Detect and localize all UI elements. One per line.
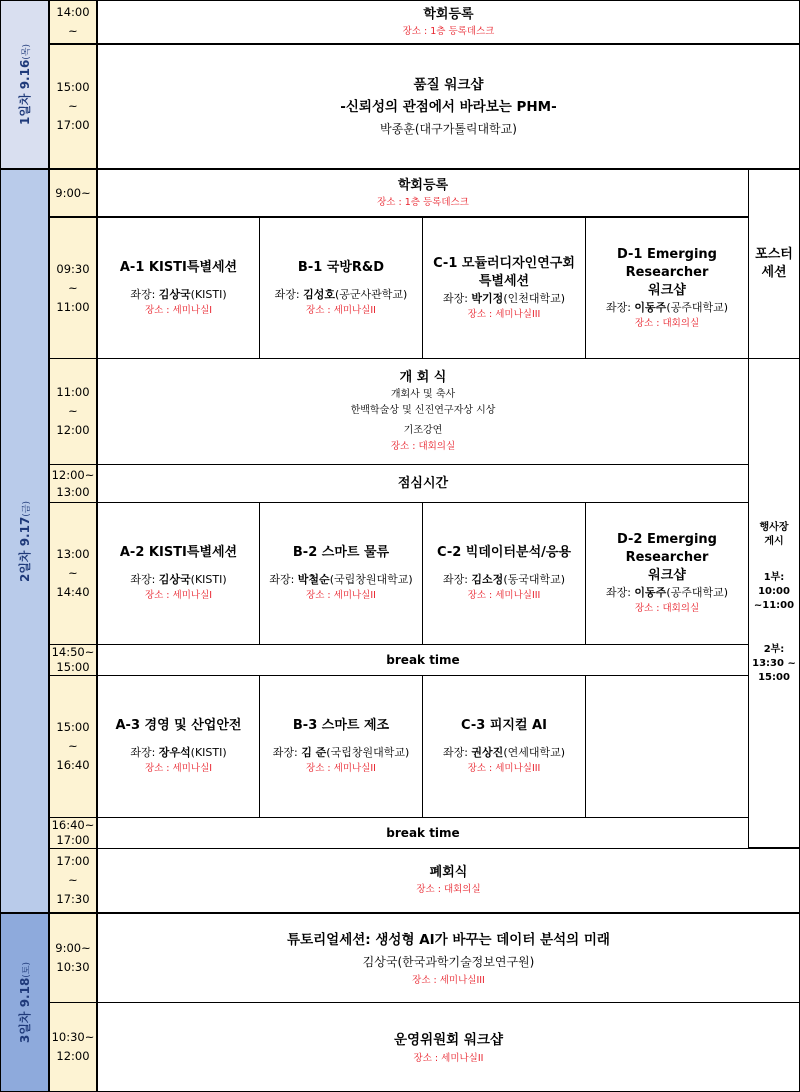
cell-text: (토) bbox=[22, 961, 33, 978]
cell-text: 좌장: bbox=[130, 746, 159, 759]
day2-label bbox=[16, 500, 33, 581]
cell-text: 워크샵 bbox=[648, 568, 686, 583]
cell-text: 행사장 bbox=[759, 522, 789, 533]
cell-text: 운영위원회 워크샵 bbox=[393, 1031, 504, 1048]
cell-text: 장소 : 세미나실I bbox=[144, 763, 213, 774]
opening-ceremony-cell bbox=[97, 358, 749, 465]
day1-label bbox=[16, 44, 33, 125]
cell-text: 장소 : 대회의실 bbox=[634, 317, 700, 329]
workshop-speaker: 박종훈(대구가톨릭대학교) bbox=[380, 121, 517, 136]
cell-text: 좌장: bbox=[605, 300, 635, 314]
cell-text: 좌장: bbox=[274, 287, 304, 301]
cell-text: 장소 : 세미나실II bbox=[306, 304, 376, 316]
cell-text: (연세대학교) bbox=[503, 746, 566, 759]
cell-text: 튜토리얼세션: 생성형 AI가 바꾸는 데이터 분석의 미래 bbox=[287, 931, 610, 948]
cell-text: 김성호 bbox=[303, 287, 335, 301]
poster-session-header bbox=[748, 169, 800, 359]
day2-label-cell bbox=[0, 169, 49, 913]
cell-text: D-2 Emerging Researcher bbox=[617, 532, 717, 565]
cell-text: 장우석 bbox=[158, 746, 191, 759]
time-cell bbox=[49, 644, 97, 676]
cell-text: (국립창원대학교) bbox=[326, 746, 410, 759]
cell-text: A-1 KISTI특별세션 bbox=[119, 259, 238, 275]
lunch-cell bbox=[97, 464, 749, 503]
time-cell bbox=[49, 675, 97, 818]
cell-text: 16:40~ bbox=[51, 818, 95, 832]
steering-committee-cell bbox=[97, 1002, 800, 1092]
cell-text: 10:30~ bbox=[51, 1030, 95, 1044]
cell-text: D-1 Emerging Researcher bbox=[617, 246, 717, 280]
cell-text: (인천대학교) bbox=[503, 291, 566, 305]
registration-cell bbox=[97, 0, 800, 44]
registration-place: 장소 : 1층 등록데스크 bbox=[377, 196, 469, 208]
cell-text: 2일차 9.17 bbox=[18, 516, 33, 582]
cell-text: 9:00~ bbox=[55, 185, 91, 200]
cell-text: ~ bbox=[68, 404, 78, 418]
cell-text: 9:00~ bbox=[55, 941, 91, 955]
cell-text: 좌장: bbox=[442, 291, 472, 305]
session-empty bbox=[585, 675, 749, 818]
cell-text: 15:00 bbox=[56, 80, 90, 94]
cell-text: 김상국(한국과학기술정보연구원) bbox=[362, 954, 535, 969]
cell-text: 12:00 bbox=[56, 423, 90, 437]
cell-text: 장소 : 세미나실I bbox=[144, 590, 213, 601]
workshop-subtitle: -신뢰성의 관점에서 바라보는 PHM- bbox=[340, 98, 557, 115]
cell-text: 박기정 bbox=[471, 291, 504, 305]
cell-text: ~ bbox=[68, 739, 78, 753]
cell-text: 이동주 bbox=[634, 300, 667, 314]
session-b2 bbox=[259, 502, 423, 645]
cell-text: 15:00 bbox=[758, 672, 790, 683]
cell-text: 포스터 bbox=[755, 247, 793, 262]
cell-text: 3일차 9.18 bbox=[18, 977, 33, 1044]
cell-text: 17:00 bbox=[56, 833, 90, 847]
cell-text: ~ bbox=[68, 873, 78, 887]
poster-display-info bbox=[748, 358, 800, 848]
cell-text: (목) bbox=[22, 43, 33, 60]
registration-title: 학회등록 bbox=[397, 177, 449, 193]
cell-text: 좌장: bbox=[269, 573, 298, 586]
cell-text: 2부: bbox=[763, 644, 785, 655]
cell-text: 점심시간 bbox=[397, 475, 449, 491]
cell-text: (KISTI) bbox=[190, 573, 227, 586]
time-cell bbox=[49, 848, 97, 913]
cell-text: 김 준 bbox=[301, 746, 327, 759]
cell-text: 13:30 ~ bbox=[752, 658, 796, 669]
time-cell bbox=[49, 817, 97, 849]
cell-text: A-3 경영 및 산업안전 bbox=[115, 718, 242, 733]
cell-text: 15:00 bbox=[56, 720, 90, 734]
cell-text: 장소 : 세미나실III bbox=[467, 308, 541, 320]
cell-text: 박철순 bbox=[297, 573, 330, 586]
time-cell bbox=[49, 464, 97, 503]
cell-text: 13:00 bbox=[56, 547, 90, 561]
session-b1 bbox=[259, 217, 423, 359]
cell-text: 게시 bbox=[764, 536, 784, 547]
day3-label bbox=[16, 962, 33, 1043]
cell-text: 장소 : 세미나실II bbox=[413, 1052, 484, 1064]
cell-text: 이동주 bbox=[634, 586, 667, 599]
cell-text: 1일차 9.16 bbox=[18, 59, 33, 126]
break-cell bbox=[97, 817, 749, 849]
cell-text: 좌장: bbox=[442, 746, 472, 759]
cell-text: 11:00 bbox=[56, 299, 90, 314]
cell-text: A-2 KISTI특별세션 bbox=[119, 545, 238, 560]
cell-text: (동국대학교) bbox=[503, 573, 566, 586]
cell-text: 12:00 bbox=[56, 1049, 90, 1063]
cell-text: 좌장: bbox=[130, 287, 159, 301]
session-b3 bbox=[259, 675, 423, 818]
cell-text: 10:30 bbox=[56, 960, 90, 974]
cell-text: 개회사 및 축사 bbox=[390, 389, 456, 400]
cell-text: (공주대학교) bbox=[666, 300, 729, 314]
cell-text: break time bbox=[386, 653, 460, 667]
cell-text: 장소 : 세미나실III bbox=[467, 763, 541, 774]
cell-text: 좌장: bbox=[442, 573, 472, 586]
cell-text: C-2 빅데이터분석/응용 bbox=[436, 545, 572, 560]
cell-text: C-3 피지컬 AI bbox=[461, 718, 547, 733]
cell-text: 김소정 bbox=[471, 573, 504, 586]
day3-label-cell bbox=[0, 913, 49, 1092]
session-a1 bbox=[97, 217, 260, 359]
time-cell bbox=[49, 502, 97, 645]
cell-text: break time bbox=[386, 826, 460, 840]
cell-text: 12:00~ bbox=[51, 467, 95, 482]
cell-text: 16:40 bbox=[56, 758, 90, 772]
cell-text: 09:30 bbox=[56, 261, 90, 276]
cell-text: 좌장: bbox=[130, 573, 159, 586]
cell-text: B-2 스마트 물류 bbox=[292, 545, 390, 560]
session-a3 bbox=[97, 675, 260, 818]
session-c1 bbox=[422, 217, 586, 359]
cell-text: 기조강연 bbox=[403, 425, 443, 436]
cell-text: 14:00 bbox=[56, 5, 90, 19]
time-cell bbox=[49, 217, 97, 359]
cell-text: 폐회식 bbox=[429, 865, 468, 880]
cell-text: ~ bbox=[68, 280, 78, 295]
time-cell bbox=[49, 913, 97, 1003]
cell-text: 17:00 bbox=[56, 118, 90, 132]
session-d1 bbox=[585, 217, 749, 359]
cell-text: 17:00 bbox=[56, 854, 90, 868]
time-cell bbox=[49, 358, 97, 465]
session-d2 bbox=[585, 502, 749, 645]
cell-text: (국립창원대학교) bbox=[329, 573, 413, 586]
cell-text: 1부: bbox=[763, 572, 785, 583]
cell-text: 한백학술상 및 신진연구자상 시상 bbox=[350, 405, 496, 416]
cell-text: 장소 : 대회의실 bbox=[634, 603, 700, 614]
cell-text: 좌장: bbox=[605, 586, 635, 599]
cell-text: (공주대학교) bbox=[666, 586, 729, 599]
cell-text: 10:00 bbox=[758, 586, 790, 597]
session-c3 bbox=[422, 675, 586, 818]
time-cell bbox=[49, 1002, 97, 1092]
cell-text: (KISTI) bbox=[190, 746, 227, 759]
cell-text: ~ bbox=[68, 99, 78, 113]
registration-place: 장소 : 1층 등록데스크 bbox=[402, 25, 495, 37]
tutorial-cell bbox=[97, 913, 800, 1003]
registration-title: 학회등록 bbox=[423, 6, 474, 22]
cell-text: 14:40 bbox=[56, 585, 90, 599]
workshop-title: 품질 워크샵 bbox=[413, 76, 484, 93]
cell-text: 장소 : 대회의실 bbox=[390, 441, 456, 452]
cell-text: 좌장: bbox=[272, 746, 302, 759]
time-cell bbox=[49, 44, 97, 169]
cell-text: (공군사관학교) bbox=[335, 287, 408, 301]
cell-text: 권상진 bbox=[471, 746, 504, 759]
cell-text: ~ bbox=[68, 566, 78, 580]
cell-text: 17:30 bbox=[56, 892, 90, 906]
cell-text: 김상국 bbox=[158, 573, 191, 586]
cell-text: ~11:00 bbox=[753, 600, 795, 611]
closing-ceremony-cell bbox=[97, 848, 800, 913]
session-c2 bbox=[422, 502, 586, 645]
cell-text: 장소 : 세미나실III bbox=[412, 974, 485, 986]
cell-text: 14:50~ bbox=[51, 645, 95, 659]
cell-text: C-1 모듈러디자인연구회 bbox=[433, 255, 575, 271]
opening-title: 개 회 식 bbox=[399, 370, 447, 385]
time-cell bbox=[49, 169, 97, 217]
cell-text: (KISTI) bbox=[190, 287, 227, 301]
cell-text: 워크샵 bbox=[648, 282, 686, 298]
registration-cell bbox=[97, 169, 749, 217]
cell-text: 장소 : 세미나실II bbox=[306, 763, 376, 774]
cell-text: 김상국 bbox=[158, 287, 191, 301]
cell-text: 11:00 bbox=[56, 385, 90, 399]
time-cell bbox=[49, 0, 97, 44]
cell-text: B-1 국방R&D bbox=[297, 259, 385, 275]
cell-text: 특별세션 bbox=[478, 273, 530, 289]
cell-text: 세션 bbox=[761, 265, 787, 280]
cell-text: 장소 : 세미나실III bbox=[467, 590, 541, 601]
cell-text: 13:00 bbox=[56, 484, 90, 499]
day1-label-cell bbox=[0, 0, 49, 169]
cell-text: ~ bbox=[68, 24, 78, 38]
cell-text: (금) bbox=[22, 500, 33, 517]
cell-text: B-3 스마트 제조 bbox=[292, 718, 390, 733]
session-a2 bbox=[97, 502, 260, 645]
quality-workshop-cell bbox=[97, 44, 800, 169]
cell-text: 장소 : 대회의실 bbox=[416, 884, 481, 895]
cell-text: 15:00 bbox=[56, 660, 90, 674]
break-cell bbox=[97, 644, 749, 676]
cell-text: 장소 : 세미나실II bbox=[306, 590, 376, 601]
cell-text: 장소 : 세미나실I bbox=[144, 304, 213, 316]
